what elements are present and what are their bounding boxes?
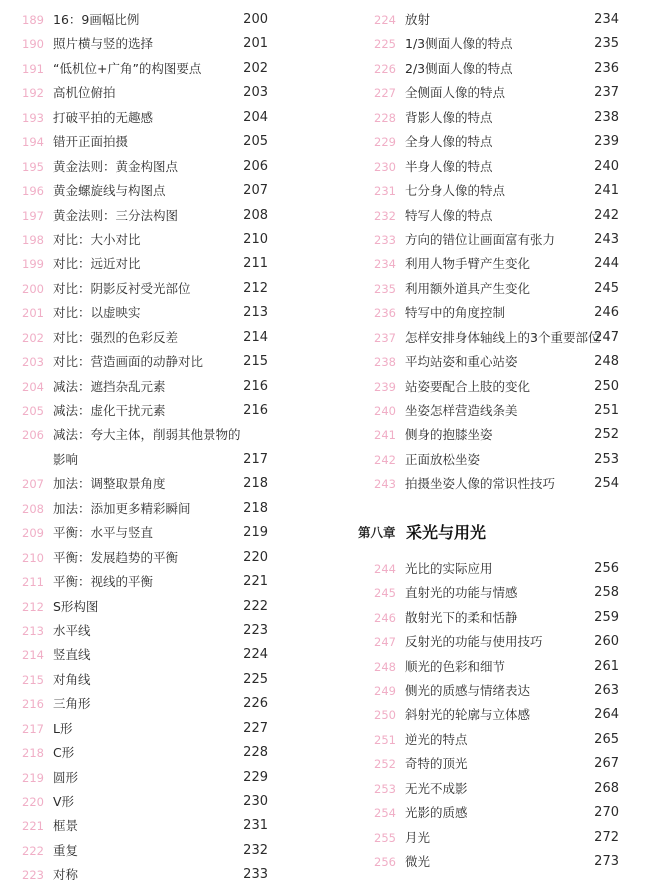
entry-number: 219: [22, 770, 44, 785]
entry-page-number: 203: [243, 85, 268, 101]
entry-title: 圆形: [53, 769, 79, 785]
entry-number: 212: [22, 599, 44, 614]
entry-page-number: 251: [594, 403, 619, 418]
toc-entry: [330, 106, 630, 130]
entry-title: 2/3侧面人像的特点: [405, 60, 513, 76]
toc-entry: [330, 399, 630, 423]
entry-page-number: 220: [243, 549, 268, 565]
entry-title: 背影人像的特点: [405, 109, 493, 125]
toc-entry: [0, 228, 300, 252]
entry-number: 191: [22, 61, 44, 76]
entry-title: 特写人像的特点: [405, 207, 493, 223]
toc-entry: [330, 448, 630, 472]
toc-entry: [0, 839, 300, 863]
toc-entry: [0, 741, 300, 765]
entry-page-number: 233: [243, 867, 268, 883]
entry-page-number: 221: [243, 574, 268, 590]
entry-title: 竖直线: [53, 647, 91, 663]
entry-page-number: 218: [243, 476, 268, 492]
entry-page-number: 261: [594, 658, 619, 674]
entry-page-number: 253: [594, 451, 619, 467]
entry-page-number: 258: [594, 585, 619, 601]
toc-entry: [330, 204, 630, 228]
entry-page-number: 236: [594, 60, 619, 76]
entry-title: 七分身人像的特点: [405, 183, 506, 199]
entry-page-number: 240: [594, 158, 619, 174]
entry-title: 黄金法则：三分法构图: [53, 207, 179, 223]
toc-entry: [0, 766, 300, 790]
toc-entry: [0, 350, 300, 374]
toc-entry: [0, 619, 300, 643]
entry-title: 加法：调整取景角度: [53, 476, 166, 492]
entry-number: 189: [22, 13, 44, 27]
entry-title: 平衡：发展趋势的平衡: [53, 549, 179, 565]
toc-entry: [330, 606, 630, 630]
entry-page-number: 210: [243, 231, 268, 247]
entry-number: 223: [22, 868, 44, 883]
toc-entry: [330, 630, 630, 654]
toc-entry: [330, 57, 630, 81]
entry-title: 减法：虚化干扰元素: [53, 403, 166, 418]
entry-title: 光影的质感: [405, 805, 468, 821]
entry-number: 248: [374, 659, 396, 674]
entry-title: 斜射光的轮廓与立体感: [405, 707, 531, 723]
entry-page-number: 272: [594, 829, 619, 845]
entry-title: 月光: [405, 829, 431, 845]
toc-entry: [330, 228, 630, 252]
entry-number: 253: [374, 781, 396, 796]
entry-title: 逆光的特点: [405, 731, 468, 747]
entry-page-number: 245: [594, 280, 619, 296]
entry-page-number: 241: [594, 183, 619, 199]
entry-title: 半身人像的特点: [405, 158, 493, 174]
entry-page-number: 229: [243, 769, 268, 785]
entry-title: 影响: [53, 451, 79, 467]
entry-page-number: 206: [243, 158, 268, 174]
toc-entry: [0, 179, 300, 203]
entry-page-number: 247: [594, 329, 619, 345]
entry-title: 三角形: [53, 696, 91, 712]
toc-entry: [0, 8, 300, 32]
toc-entry: [0, 595, 300, 619]
entry-number: 195: [22, 159, 44, 174]
entry-page-number: 265: [594, 731, 619, 747]
entry-title: S形构图: [53, 598, 99, 614]
entry-title: 站姿要配合上肢的变化: [405, 378, 531, 394]
toc-entry: [330, 423, 630, 447]
entry-page-number: 205: [243, 134, 268, 150]
entry-page-number: 235: [594, 36, 619, 52]
entry-title: 对比：以虚映实: [53, 305, 141, 321]
entry-number: 200: [22, 281, 44, 296]
entry-number: 243: [374, 477, 396, 492]
entry-number: 203: [22, 355, 44, 370]
toc-entry: [330, 850, 630, 874]
entry-number: 225: [374, 37, 396, 52]
entry-page-number: 263: [594, 682, 619, 698]
entry-page-number: 216: [243, 403, 268, 418]
entry-number: 193: [22, 110, 44, 125]
toc-entry: [330, 8, 630, 32]
entry-page-number: 264: [594, 707, 619, 723]
toc-entry: [330, 826, 630, 850]
toc-entry: [0, 570, 300, 594]
entry-page-number: 230: [243, 794, 268, 809]
entry-page-number: 217: [243, 451, 268, 467]
entry-page-number: 202: [243, 60, 268, 76]
toc-entry: [0, 668, 300, 692]
toc-entry: [330, 703, 630, 727]
toc-entry: [0, 521, 300, 545]
entry-number: 206: [22, 428, 44, 443]
entry-number: 251: [374, 732, 396, 747]
toc-entry: [0, 399, 300, 423]
toc-entry: [0, 106, 300, 130]
entry-title: 对比：远近对比: [53, 256, 141, 272]
entry-page-number: 259: [594, 609, 619, 625]
entry-title: 微光: [405, 854, 431, 869]
entry-number: 231: [374, 184, 396, 199]
chapter-label: 第八章: [358, 524, 396, 540]
toc-entry: [330, 801, 630, 825]
entry-number: 228: [374, 110, 396, 125]
toc-entry: [0, 57, 300, 81]
entry-page-number: 243: [594, 231, 619, 247]
entry-page-number: 216: [243, 378, 268, 394]
entry-number: 205: [22, 404, 44, 418]
entry-page-number: 232: [243, 842, 268, 858]
entry-number: 202: [22, 330, 44, 345]
entry-title: L形: [53, 720, 73, 736]
entry-title: 光比的实际应用: [405, 560, 493, 576]
entry-title: 照片横与竖的选择: [53, 36, 154, 52]
entry-page-number: 222: [243, 598, 268, 614]
entry-number: 238: [374, 355, 396, 370]
entry-page-number: 267: [594, 756, 619, 772]
entry-page-number: 200: [243, 12, 268, 27]
entry-number: 217: [22, 721, 44, 736]
entry-number: 220: [22, 795, 44, 809]
entry-page-number: 248: [594, 354, 619, 370]
toc-entry: [0, 423, 300, 447]
toc-entry: [0, 814, 300, 838]
entry-page-number: 238: [594, 109, 619, 125]
entry-page-number: 231: [243, 818, 268, 834]
toc-entry: [0, 252, 300, 276]
entry-title: 重复: [53, 842, 79, 858]
entry-title: 对比：强烈的色彩反差: [53, 329, 179, 345]
entry-title: 对比：阴影反衬受光部位: [53, 280, 191, 296]
entry-title: 顺光的色彩和细节: [405, 658, 506, 674]
entry-title: 平均站姿和重心站姿: [405, 354, 518, 370]
entry-title: 16：9画幅比例: [53, 12, 140, 27]
entry-number: 232: [374, 208, 396, 223]
entry-number: 256: [374, 855, 396, 869]
toc-entry: [330, 179, 630, 203]
entry-number: 246: [374, 610, 396, 625]
entry-number: 255: [374, 830, 396, 845]
entry-title: 怎样安排身体轴线上的3个重要部位: [405, 329, 601, 345]
entry-page-number: 214: [243, 329, 268, 345]
entry-page-number: 215: [243, 354, 268, 370]
entry-title: 无光不成影: [405, 780, 468, 796]
entry-number: 210: [22, 550, 44, 565]
entry-page-number: 237: [594, 85, 619, 101]
entry-number: 237: [374, 330, 396, 345]
entry-number: 198: [22, 232, 44, 247]
entry-page-number: 260: [594, 634, 619, 650]
entry-title: 平衡：视线的平衡: [53, 574, 154, 590]
entry-number: 235: [374, 281, 396, 296]
entry-number: 216: [22, 697, 44, 712]
entry-number: 197: [22, 208, 44, 223]
entry-page-number: 246: [594, 305, 619, 321]
entry-title: 对角线: [53, 671, 91, 687]
toc-entry: [0, 717, 300, 741]
entry-page-number: 225: [243, 671, 268, 687]
entry-number: 254: [374, 806, 396, 821]
toc-entry: [330, 130, 630, 154]
entry-title: 框景: [53, 818, 79, 834]
toc-entry: [330, 679, 630, 703]
entry-number: 240: [374, 404, 396, 418]
entry-title: 坐姿怎样营造线条美: [405, 403, 518, 418]
toc-entry: [0, 130, 300, 154]
toc-entry: [0, 643, 300, 667]
toc-right-top-list: [330, 0, 630, 497]
entry-number: 247: [374, 635, 396, 650]
entry-page-number: 242: [594, 207, 619, 223]
entry-title: C形: [53, 745, 75, 761]
entry-page-number: 213: [243, 305, 268, 321]
chapter-title: 采光与用光: [406, 522, 487, 542]
entry-number: 234: [374, 257, 396, 272]
entry-title: 全身人像的特点: [405, 134, 493, 150]
entry-number: 213: [22, 623, 44, 638]
toc-entry: [330, 155, 630, 179]
entry-title: 方向的错位让画面富有张力: [405, 231, 556, 247]
chapter-heading: [330, 515, 630, 551]
toc-entry: [0, 32, 300, 56]
entry-number: 215: [22, 672, 44, 687]
entry-number: 207: [22, 477, 44, 492]
entry-page-number: 224: [243, 647, 268, 663]
entry-title: 利用额外道具产生变化: [405, 280, 531, 296]
entry-number: 233: [374, 232, 396, 247]
chapter-spacer: [330, 497, 630, 515]
toc-entry: [0, 301, 300, 325]
toc-entry: [0, 204, 300, 228]
entry-title: 利用人物手臂产生变化: [405, 256, 531, 272]
entry-title: 水平线: [53, 622, 91, 638]
entry-number: 245: [374, 586, 396, 601]
entry-title: 散射光下的柔和恬静: [405, 609, 518, 625]
toc-entry: [0, 790, 300, 814]
toc-left-column: [0, 0, 300, 888]
entry-title: 对比：营造画面的动静对比: [53, 354, 204, 370]
toc-entry: [0, 472, 300, 496]
entry-page-number: 252: [594, 427, 619, 443]
toc-entry: [330, 777, 630, 801]
entry-number: 226: [374, 61, 396, 76]
entry-title: 错开正面拍摄: [53, 134, 129, 150]
toc-entry: [330, 32, 630, 56]
entry-page-number: 244: [594, 256, 619, 272]
entry-page-number: 211: [243, 256, 268, 272]
entry-number: 194: [22, 135, 44, 150]
entry-page-number: 226: [243, 696, 268, 712]
entry-page-number: 228: [243, 745, 268, 761]
entry-number: 222: [22, 843, 44, 858]
entry-number: 209: [22, 526, 44, 541]
toc-entry: [0, 497, 300, 521]
entry-title: V形: [53, 794, 75, 809]
entry-number: 204: [22, 379, 44, 394]
entry-number: 229: [374, 135, 396, 150]
entry-number: 199: [22, 257, 44, 272]
toc-entry: [0, 863, 300, 887]
entry-title: 平衡：水平与竖直: [53, 525, 154, 541]
toc-entry: [330, 581, 630, 605]
toc-right-column: [330, 0, 630, 874]
entry-title: 对比：大小对比: [53, 231, 141, 247]
entry-number: 252: [374, 757, 396, 772]
toc-entry: [330, 277, 630, 301]
entry-title: 正面放松坐姿: [405, 451, 481, 467]
entry-number: 224: [374, 13, 396, 27]
entry-page-number: 208: [243, 207, 268, 223]
entry-title: 拍摄坐姿人像的常识性技巧: [405, 476, 556, 492]
entry-title: 直射光的功能与情感: [405, 585, 518, 601]
entry-number: 208: [22, 501, 44, 516]
entry-page-number: 212: [243, 280, 268, 296]
entry-number: 211: [22, 575, 44, 590]
entry-title: 侧身的抱膝坐姿: [405, 427, 493, 443]
toc-entry: [330, 301, 630, 325]
entry-title: 对称: [53, 867, 79, 883]
entry-number: 250: [374, 708, 396, 723]
entry-number: 236: [374, 306, 396, 321]
toc-entry: [0, 155, 300, 179]
entry-page-number: 218: [243, 500, 268, 516]
entry-number: 214: [22, 648, 44, 663]
entry-page-number: 207: [243, 183, 268, 199]
entry-number: 190: [22, 37, 44, 52]
entry-title: 1/3侧面人像的特点: [405, 36, 513, 52]
entry-title: 减法：遮挡杂乱元素: [53, 378, 166, 394]
entry-page-number: 270: [594, 805, 619, 821]
entry-title: 特写中的角度控制: [405, 305, 506, 321]
entry-page-number: 204: [243, 109, 268, 125]
entry-page-number: 254: [594, 476, 619, 492]
toc-entry: [330, 557, 630, 581]
entry-title: 黄金法则：黄金构图点: [53, 158, 179, 174]
entry-page-number: 268: [594, 780, 619, 796]
toc-entry: [330, 350, 630, 374]
entry-title: “低机位+广角”的构图要点: [53, 60, 202, 76]
entry-page-number: 201: [243, 36, 268, 52]
entry-title: 侧光的质感与情绪表达: [405, 682, 531, 698]
entry-number: 241: [374, 428, 396, 443]
entry-title: 黄金螺旋线与构图点: [53, 183, 166, 199]
entry-number: 242: [374, 452, 396, 467]
entry-title: 加法：添加更多精彩瞬间: [53, 500, 191, 516]
toc-entry: [330, 326, 630, 350]
toc-entry: [330, 655, 630, 679]
entry-number: 192: [22, 86, 44, 101]
toc-entry: [0, 277, 300, 301]
entry-page-number: 219: [243, 525, 268, 541]
toc-entry: [330, 375, 630, 399]
entry-title: 全侧面人像的特点: [405, 85, 506, 101]
toc-entry: [330, 752, 630, 776]
entry-number: 221: [22, 819, 44, 834]
entry-page-number: 227: [243, 720, 268, 736]
toc-entry: [330, 252, 630, 276]
toc-entry: [0, 326, 300, 350]
entry-number: 249: [374, 683, 396, 698]
toc-entry: [0, 692, 300, 716]
entry-page-number: 234: [594, 12, 619, 27]
entry-title: 减法：夸大主体，削弱其他景物的: [53, 427, 241, 443]
entry-title: 反射光的功能与使用技巧: [405, 634, 543, 650]
entry-title: 放射: [405, 12, 431, 27]
toc-entry: [0, 448, 300, 472]
entry-title: 打破平拍的无趣感: [53, 109, 154, 125]
entry-title: 高机位俯拍: [53, 85, 116, 101]
toc-entry: [330, 81, 630, 105]
toc-right-bottom-list: [330, 557, 630, 875]
entry-page-number: 239: [594, 134, 619, 150]
toc-entry: [330, 472, 630, 496]
entry-page-number: 223: [243, 622, 268, 638]
toc-entry: [0, 375, 300, 399]
entry-number: 227: [374, 86, 396, 101]
entry-page-number: 250: [594, 378, 619, 394]
toc-entry: [0, 546, 300, 570]
toc-entry: [0, 81, 300, 105]
entry-page-number: 273: [594, 854, 619, 869]
entry-number: 239: [374, 379, 396, 394]
entry-page-number: 256: [594, 560, 619, 576]
toc-entry: [330, 728, 630, 752]
entry-number: 230: [374, 159, 396, 174]
entry-number: 244: [374, 561, 396, 576]
entry-number: 201: [22, 306, 44, 321]
entry-number: 218: [22, 746, 44, 761]
entry-number: 196: [22, 184, 44, 199]
entry-title: 奇特的顶光: [405, 756, 468, 772]
